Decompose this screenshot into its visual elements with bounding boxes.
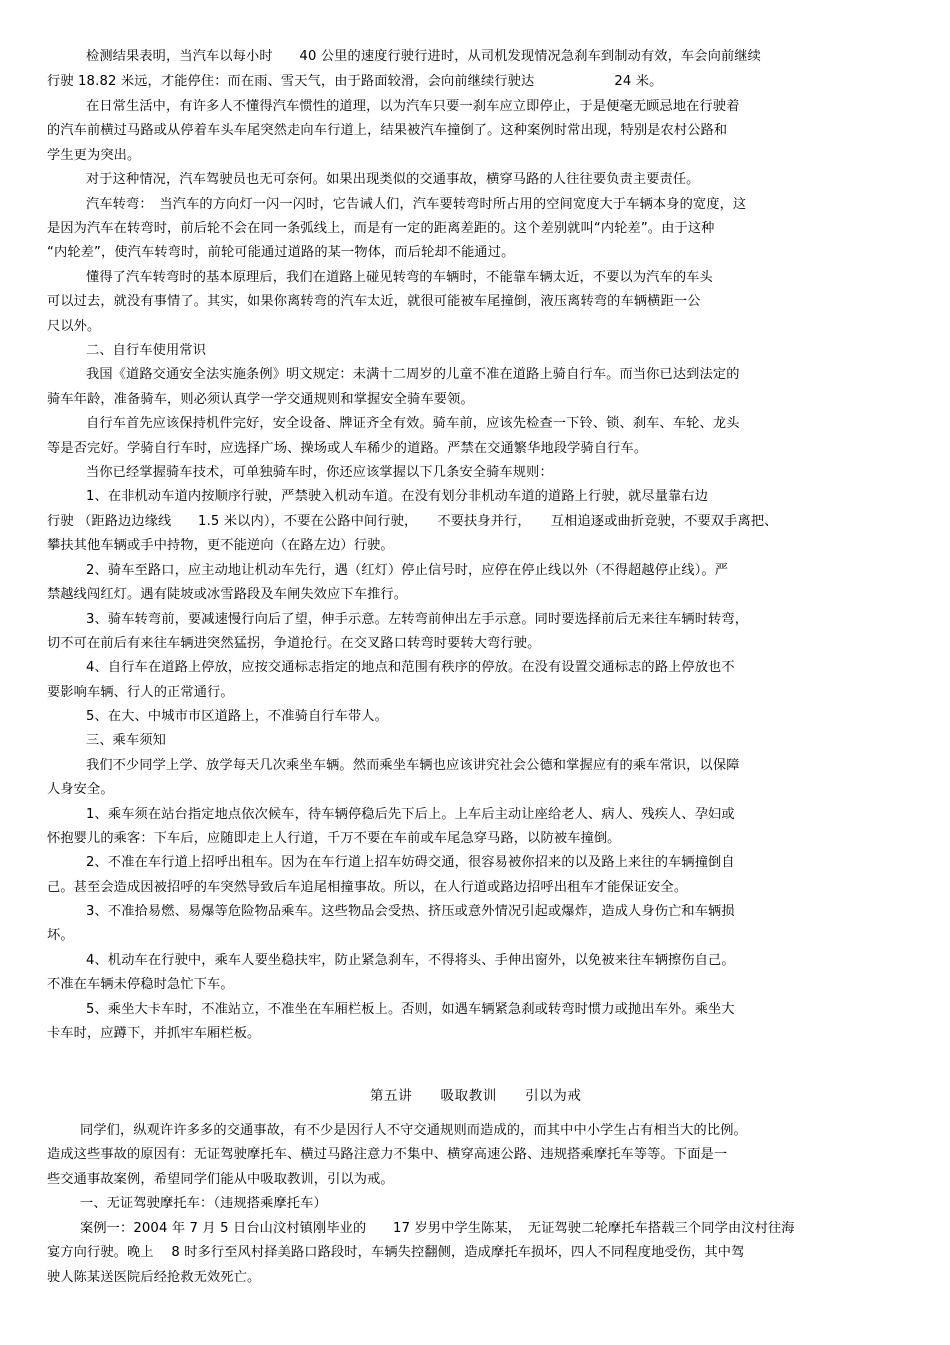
text-line: 攀扶其他车辆或手中持物，更不能逆向（在路左边）行驶。 [47, 538, 394, 553]
text-line: 骑车年龄，准备骑车，则必须认真学一学交通规则和掌握安全骑车要领。 [47, 392, 474, 407]
section-heading: 三、乘车须知 [86, 733, 167, 748]
text-line: 禁越线闯红灯。遇有陡坡或冰雪路段及车闸失效应下车推行。 [47, 587, 408, 602]
text-line: 学生更为突出。 [47, 148, 141, 163]
text-line: 造成这些事故的原因有：无证驾驶摩托车、横过马路注意力不集中、横穿高速公路、违规搭乘摩托车等等。下面是一 [47, 1147, 728, 1162]
text-line: 自行车首先应该保持机件完好，安全设备、牌证齐全有效。骑车前，应该先检查一下铃、锁、刹车、车轮、龙头 [86, 416, 740, 431]
text-line: 4、机动车在行驶中，乘车人要坐稳扶牢，防止紧急刹车，不得将头、手伸出窗外，以免被来往车辆擦伤自己。 [86, 953, 735, 968]
text-line: 驶人陈某送医院后经抢救无效死亡。 [47, 1270, 261, 1285]
lecture-title: 第五讲 吸取教训 引以为戒 [370, 1088, 582, 1104]
text-line: 要影响车辆、行人的正常通行。 [47, 685, 234, 700]
text-line: 宴方向行驶。晚上 8 时多行至风村择美路口路段时，车辆失控翻侧，造成摩托车损坏，四人不同程度地受伤，其中驾 [47, 1245, 745, 1260]
text-line: 3、骑车转弯前，要减速慢行向后了望，伸手示意。左转弯前伸出左手示意。同时要选择前后无来往车辆时转弯， [86, 612, 749, 627]
text-line: 2、不准在车行道上招呼出租车。因为在车行道上招车妨碍交通，很容易被你招来的以及路上来往的车辆撞倒自 [86, 855, 735, 870]
text-line: 可以过去，就没有事情了。其实，如果你离转弯的汽车太近，就很可能被车尾撞倒，液压离转弯的车辆横距一公 [47, 294, 701, 309]
text-line: 是因为汽车在转弯时，前后轮不会在同一条弧线上，而是有一定的距离差距的。这个差别就叫“内轮差”。由于这种 [47, 221, 715, 236]
text-line: 5、乘坐大卡车时，不准站立，不准坐在车厢栏板上。否则，如遇车辆紧急刹或转弯时惯力或抛出车外。乘坐大 [86, 1002, 735, 1017]
text-line: 1、在非机动车道内按顺序行驶，严禁驶入机动车道。在没有划分非机动车道的道路上行驶，就尽量靠右边 [86, 489, 709, 504]
text-line: 4、自行车在道路上停放，应按交通标志指定的地点和范围有秩序的停放。在没有设置交通标志的路上停放也不 [86, 660, 735, 675]
text-line: 案例一：2004 年 7 月 5 日台山汶村镇刚毕业的 17 岁男中学生陈某， 无证驾驶二轮摩托车搭载三个同学由汶村往海 [80, 1221, 795, 1236]
text-line: 切不可在前后有来往车辆进突然猛拐，争道抢行。在交叉路口转弯时要转大弯行驶。 [47, 636, 541, 651]
text-line: 1、乘车须在站台指定地点依次候车，待车辆停稳后先下后上。上车后主动让座给老人、病人、残疾人、孕妇或 [86, 807, 735, 822]
text-line: 行驶 （距路边边缘线 1.5 米以内），不要在公路中间行驶， 不要扶身并行， 互相追逐或曲折竞驶，不要双手离把、 [47, 514, 778, 529]
text-line: 坏。 [47, 928, 74, 943]
text-line: “内轮差”，使汽车转弯时，前轮可能通过道路的某一物体，而后轮却不能通过。 [47, 245, 515, 260]
text-line: 怀抱婴儿的乘客：下车后，应随即走上人行道，千万不要在车前或车尾急穿马路，以防被车撞倒。 [47, 831, 621, 846]
text-line: 等是否完好。学骑自行车时，应选择广场、操场或人车稀少的道路。严禁在交通繁华地段学骑自行车。 [47, 441, 648, 456]
section-heading: 一、无证驾驶摩托车：（违规搭乘摩托车） [80, 1196, 327, 1211]
text-line: 同学们，纵观许许多多的交通事故，有不少是因行人不守交通规则而造成的，而其中中小学生占有相当大的比例。 [80, 1123, 747, 1138]
text-line: 汽车转弯： 当汽车的方向灯一闪一闪时，它告诫人们，汽车要转弯时所占用的空间宽度大于车辆本身的宽度，这 [86, 197, 747, 212]
text-line: 懂得了汽车转弯时的基本原理后，我们在道路上碰见转弯的车辆时，不能靠车辆太近，不要以为汽车的车头 [86, 270, 713, 285]
text-line: 己。甚至会造成因被招呼的车突然导致后车追尾相撞事故。所以，在人行道或路边招呼出租车才能保证安全。 [47, 880, 688, 895]
text-line: 行驶 18.82 米远，才能停住：而在雨、雪天气，由于路面较滑，会向前继续行驶达 24 米。 [47, 74, 663, 89]
text-line: 对于这种情况，汽车驾驶员也无可奈何。如果出现类似的交通事故，横穿马路的人往往要负责主要责任。 [86, 172, 700, 187]
text-line: 5、在大、中城市市区道路上，不准骑自行车带人。 [86, 709, 388, 724]
text-line: 不准在车辆未停稳时急忙下车。 [47, 977, 234, 992]
text-line: 尺以外。 [47, 319, 101, 334]
text-line: 我国《道路交通安全法实施条例》明文规定：未满十二周岁的儿童不准在道路上骑自行车。而当你已达到法定的 [86, 367, 740, 382]
text-line: 的汽车前横过马路或从停着车头车尾突然走向车行道上，结果被汽车撞倒了。这种案例时常出现，特别是农村公路和 [47, 123, 728, 138]
text-line: 检测结果表明，当汽车以每小时 40 公里的速度行驶行进时，从司机发现情况急刹车到制动有效，车会向前继续 [86, 49, 761, 64]
text-line: 人身安全。 [47, 782, 114, 797]
text-line: 当你已经掌握骑车技术，可单独骑车时，你还应该掌握以下几条安全骑车规则： [86, 465, 553, 480]
text-line: 我们不少同学上学、放学每天几次乘坐车辆。然而乘坐车辆也应该讲究社会公德和掌握应有的乘车常识，以保障 [86, 758, 740, 773]
text-line: 卡车时，应蹲下，并抓牢车厢栏板。 [47, 1026, 261, 1041]
text-line: 2、骑车至路口，应主动地让机动车先行，遇（红灯）停止信号时，应停在停止线以外（不得超越停止线）。严 [86, 563, 729, 578]
section-heading: 二、自行车使用常识 [86, 343, 207, 358]
text-line: 些交通事故案例，希望同学们能从中吸取教训，引以为戒。 [47, 1172, 394, 1187]
text-line: 在日常生活中，有许多人不懂得汽车惯性的道理，以为汽车只要一刹车应立即停止，于是便毫无顾忌地在行驶着 [86, 99, 740, 114]
text-line: 3、不准拾易燃、易爆等危险物品乘车。这些物品会受热、挤压或意外情况引起或爆炸，造成人身伤亡和车辆损 [86, 904, 735, 919]
